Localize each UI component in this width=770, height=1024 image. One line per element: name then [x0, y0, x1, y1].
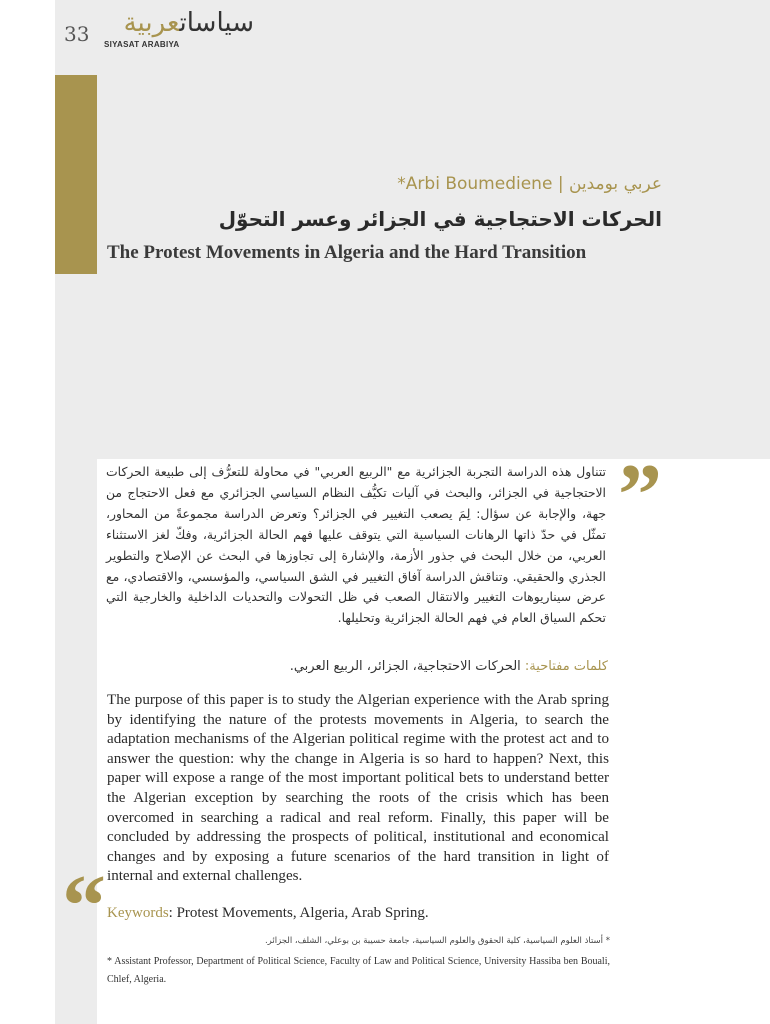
abstract-arabic-text: تتناول هذه الدراسة التجربة الجزائرية مع "الربيع العربي" في محاولة للتعرُّف إلى طبيعة الحركات الاحتجاجية في الجزائر، والبحث في آليات تكيُّف النظام السياسي الجزائري مع فعل الاحتجاج من جهة، والإجابة عن سؤال: لِمَ يصعب التغيير في الجزائر؟ وتعرض الدراسة مجموعةً من المحاور، تمثّل في حدّ ذاتها الرهانات السياسية التي يتوقف عليها فهم الحالة الجزائرية، وفكّ لغز الاستثناء العربي، من خلال البحث في جذور الأزمة، والإشارة إلى تجاوزها في البحث عن الإصلاح والتطوير الجذري والحقيقي. وتناقش الدراسة آفاق التغيير في الشق السياسي، والمؤسسي، والاقتصادي، مع عرض سيناريوهات التغيير والانتقال الصعب في ظل التحولات والتحديات الداخلية والخارجية التي تحكم السياق العام في فهم الحالة الجزائرية وتحليلها. — [106, 464, 606, 626]
title-arabic: الحركات الاحتجاجية في الجزائر وعسر التحوّل — [218, 207, 662, 231]
gold-accent-bar — [55, 75, 97, 274]
keywords-english-label: Keywords — [107, 905, 169, 921]
title-english: The Protest Movements in Algeria and the Hard Transition — [107, 242, 587, 263]
author-separator: | — [557, 174, 564, 194]
logo-arabic — [124, 8, 254, 38]
left-margin-strip — [0, 0, 55, 1024]
keywords-arabic — [290, 659, 608, 674]
keywords-english — [107, 905, 429, 922]
abstract-english-text: The purpose of this paper is to study the Algerian experience with the Arab spring by identifying the nature of the protests movements in Algeria, to search the adaptation mechanisms of the Algerian political regime with the protest act and to answer the question: why the change in Algeria is so hard to happen? Next, this paper will expose a range of the most important political bets to understand better the Algerian exception by searching the roots of the crisis which has been overcomed in searching a radical and real reform. Finally, this paper will be concluded by addressing the prospects of political, institutional and economical changes and by exposing a future scenarios of the hard transition in light of internal and external challenges. — [107, 692, 609, 885]
logo-arabic-word2: عربية — [123, 8, 180, 38]
journal-logo — [104, 8, 254, 53]
keywords-arabic-list: الحركات الاحتجاجية، الجزائر، الربيع العربي. — [289, 659, 521, 674]
keywords-english-list: : Protest Movements, Algeria, Arab Spring. — [168, 905, 429, 921]
close-quote-icon: “ — [62, 858, 106, 955]
open-quote-icon: ” — [618, 447, 662, 544]
author-arabic: عربي بومدين — [568, 174, 662, 194]
logo-english: SIYASAT ARABIYA — [104, 40, 180, 49]
page-number: 33 — [64, 22, 90, 46]
logo-arabic-word1: سياسات — [179, 8, 254, 38]
footnote-arabic: * أستاذ العلوم السياسية، كلية الحقوق والعلوم السياسية، جامعة حسيبة بن بوعلي، الشلف، الجزائر. — [264, 936, 610, 946]
author-footnote-mark: * — [397, 174, 406, 194]
keywords-arabic-label: كلمات مفتاحية: — [524, 659, 608, 674]
author-line — [397, 174, 662, 198]
abstract-english — [107, 691, 609, 887]
footnote-english: * Assistant Professor, Department of Political Science, Faculty of Law and Political Science, University Hassiba ben Bouali, Chlef, Algeria. — [107, 956, 610, 985]
author-english: Arbi Boumediene — [405, 174, 553, 194]
abstract-arabic — [106, 462, 606, 629]
